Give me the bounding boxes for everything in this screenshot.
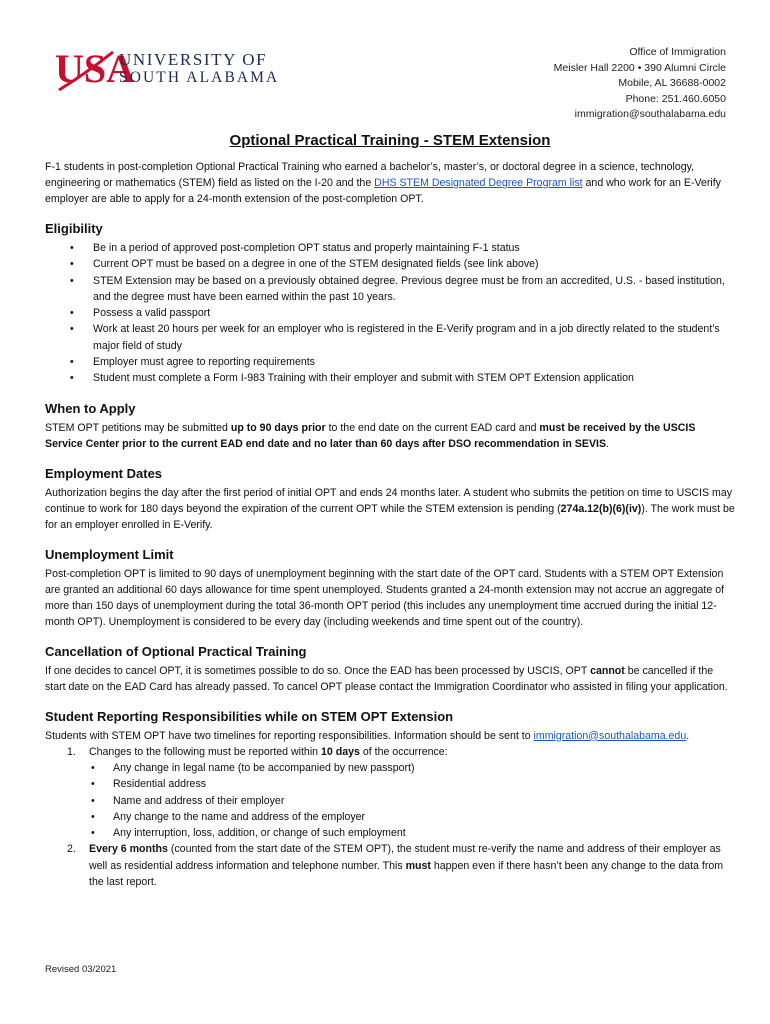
logo-wordmark (119, 51, 279, 87)
intro-paragraph: F-1 students in post-completion Optional Practical Training who earned a bachelor’s, master’s, or doctoral degree in a science, technology, engineering or mathematics (STEM) field as listed on the I-20 and the DHS STEM Designated Degree Program list and who work for an E-Verify employer are able to apply for a 24-month extension of the post-completion OPT. (45, 161, 721, 205)
list-item: • Any change in legal name (to be accompanied by new passport) (113, 760, 735, 776)
address-line: Meisler Hall 2200 • 390 Alumni Circle (553, 61, 726, 74)
employment-dates-text: Authorization begins the day after the first period of initial OPT and ends 24 months later. A student who submits the petition on time to USCIS may continue to work for 180 days beyond the expiration of the current OPT while the STEM extension is pending (274a.12(b)(6)(iv)). The work must be for an employer enrolled in E-Verify. (45, 486, 735, 531)
reporting-intro: Students with STEM OPT have two timelines for reporting responsibilities. Information should be sent to immigration@southalabama.edu. (45, 729, 690, 742)
list-item: • STEM Extension may be based on a previously obtained degree. Previous degree must be from an accredited, U.S. - based institution, and the degree must have been earned within the past 10 years. (93, 273, 735, 306)
logo-state: SOUTH ALABAMA (119, 69, 280, 86)
when-to-apply-text: STEM OPT petitions may be submitted up to 90 days prior to the end date on the current EAD card and must be received by the USCIS Service Center prior to the current EAD end date and no later than 60 days after DSO recommendation in SEVIS. (45, 421, 696, 450)
list-item: • Current OPT must be based on a degree in one of the STEM designated fields (see link above) (93, 256, 735, 272)
unemployment-limit-text: Post-completion OPT is limited to 90 days of unemployment beginning with the start date of the OPT card. Students with a STEM OPT Extension are granted an additional 60 days allowance for time spent unemployed. Students granted a 24-month extension may not accrue an aggregate of more than 150 days of unemployment during the total 36-month OPT period (this includes any unemployment time accrued during the initial 12-month OPT). Unemployment is considered to be every day (including weekends and time spent out of the country). (45, 567, 725, 628)
list-item: • Student must complete a Form I-983 Training with their employer and submit with STEM OPT Extension application (93, 370, 735, 386)
address-line: Office of Immigration (629, 46, 726, 58)
reporting-step-2: 2. Every 6 months (counted from the start date of the STEM OPT), the student must re-verify the name and address of their employer as well as residential address information and telephone number. This must happen even if there hasn’t been any change to the data from the last report. (67, 843, 724, 889)
svg-text:USA: USA (55, 46, 136, 91)
list-item: • Work at least 20 hours per week for an employer who is registered in the E-Verify program and in a job directly related to the student’s major field of study (93, 321, 735, 354)
stem-degree-list-link[interactable]: DHS STEM Designated Degree Program list (374, 177, 583, 189)
eligibility-heading: Eligibility (45, 221, 103, 236)
list-item: • Possess a valid passport (93, 305, 735, 321)
list-item: • Residential address (113, 776, 735, 792)
list-item: • Any change to the name and address of the employer (113, 809, 735, 825)
page-title: Optional Practical Training - STEM Extension (229, 132, 551, 149)
usa-monogram-icon (55, 46, 136, 94)
unemployment-limit-heading: Unemployment Limit (45, 546, 174, 562)
when-to-apply-heading: When to Apply (45, 400, 136, 416)
document-body (45, 132, 735, 890)
logo-university: UNIVERSITY OF (119, 50, 268, 69)
office-address (554, 45, 726, 123)
address-line: Phone: 251.460.6050 (625, 92, 726, 105)
address-line: Mobile, AL 36688-0002 (618, 77, 726, 89)
revision-date: Revised 03/2021 (45, 964, 117, 975)
list-item: • Be in a period of approved post-completion OPT status and properly maintaining F-1 status (93, 240, 735, 256)
reporting-heading: Student Reporting Responsibilities while on STEM OPT Extension (45, 708, 454, 724)
reporting-step-1: 1. Changes to the following must be reported within 10 days of the occurrence: • Any change in legal name (to be accompanied by new passport) • Residential address • Name and address of their employer • Any change to the name and address of the employer • Any interruption, loss, addition, or change of such employment (89, 744, 735, 842)
reporting-changes-list (89, 760, 735, 841)
list-item: • Any interruption, loss, addition, or change of such employment (113, 825, 735, 841)
eligibility-list (45, 240, 735, 387)
cancellation-heading: Cancellation of Optional Practical Training (45, 643, 307, 659)
employment-dates-heading: Employment Dates (45, 465, 163, 481)
cancellation-text: If one decides to cancel OPT, it is sometimes possible to do so. Once the EAD has been processed by USCIS, OPT cannot be cancelled if the start date on the EAD Card has already passed. To cancel OPT please contact the Immigration Coordinator who assisted in filing your application. (45, 664, 728, 693)
university-logo (55, 46, 295, 94)
address-email[interactable]: immigration@southalabama.edu (574, 108, 726, 120)
list-item: • Name and address of their employer (113, 793, 735, 809)
reporting-steps (45, 744, 735, 891)
list-item: • Employer must agree to reporting requirements (93, 354, 735, 370)
immigration-email-link[interactable]: immigration@southalabama.edu (533, 729, 687, 742)
